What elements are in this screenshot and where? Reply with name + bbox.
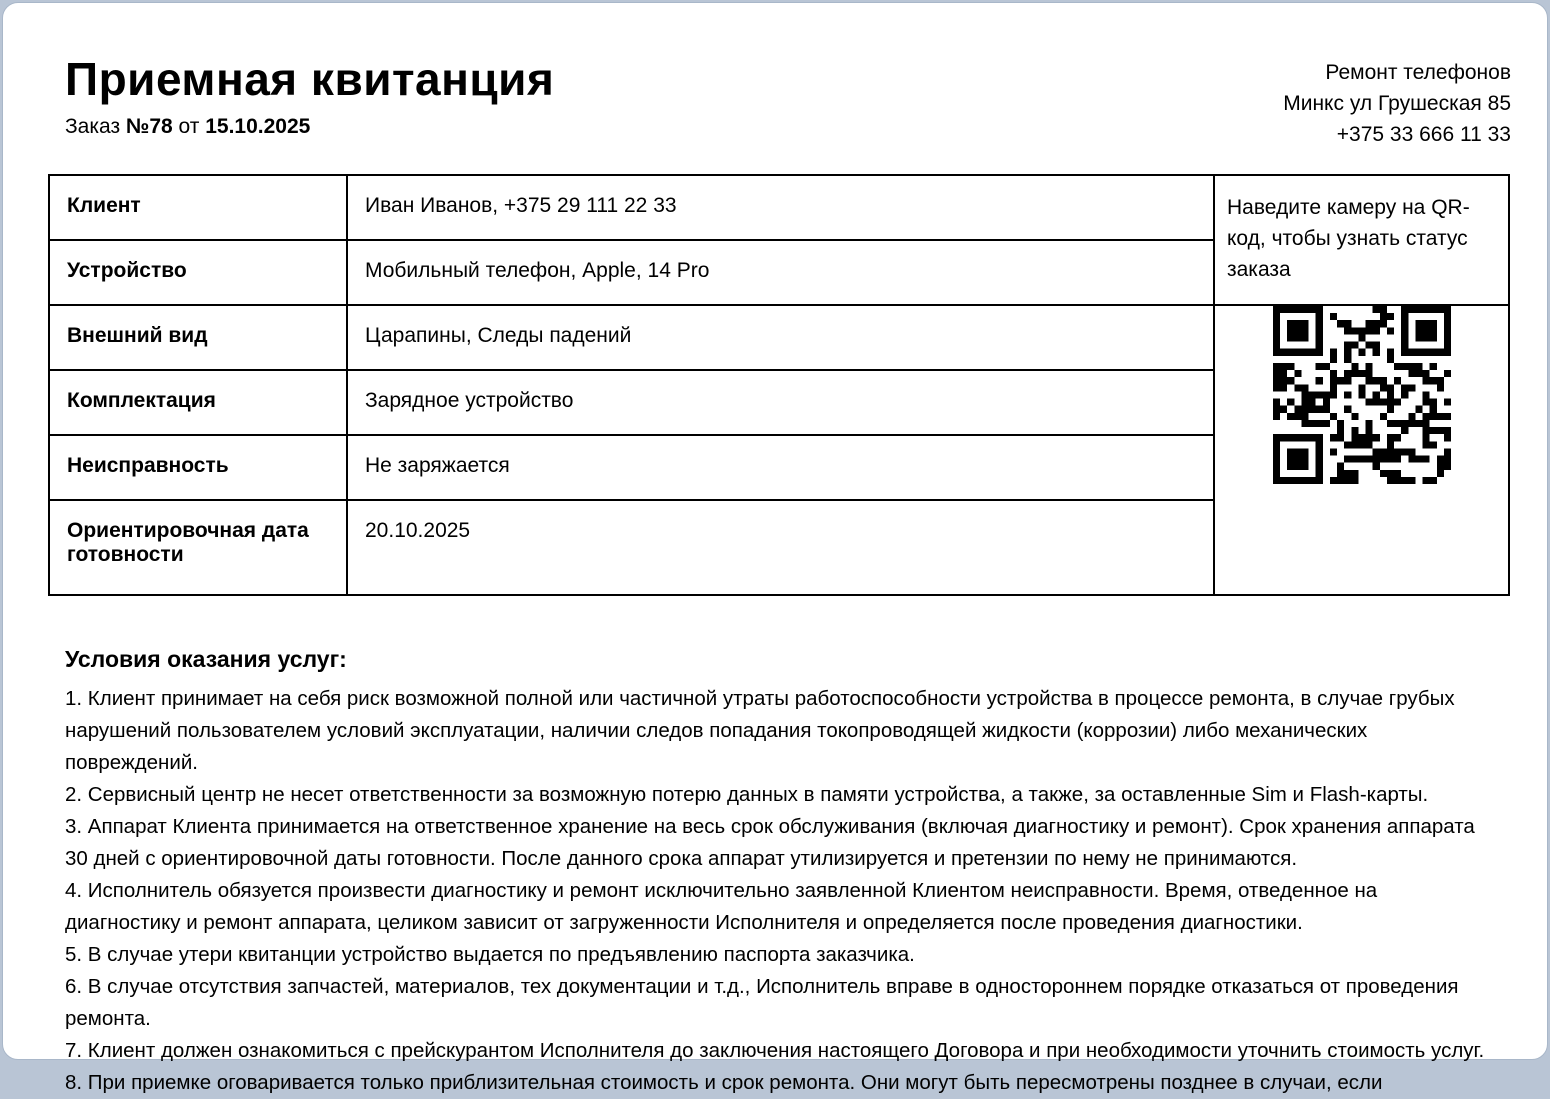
order-prefix: Заказ [65,115,126,138]
company-phone: +375 33 666 11 33 [1336,123,1511,146]
details-table [48,174,1510,596]
qr-hint-text: Наведите камеру на QR-код, чтобы узнать статус заказа [1214,175,1509,305]
terms-item-3: 3. Аппарат Клиента принимается на ответственное хранение на весь срок обслуживания (включая диагностику и ремонт). Срок хранения аппарата 30 дней с ориентировочной даты готовности. После данного срока аппарат утилизируется и претензии по нему не принимаются. [65,815,1475,870]
row-value-ready-date: 20.10.2025 [347,500,1214,595]
page-title: Приемная квитанция [65,53,555,105]
row-value-device: Мобильный телефон, Apple, 14 Pro [347,240,1214,305]
row-value-defect: Не заряжается [347,435,1214,500]
header-left [65,53,554,150]
terms-item-4: 4. Исполнитель обязуется произвести диагностику и ремонт исключительно заявленной Клиентом неисправности. Время, отведенное на диагностику и ремонт аппарата, целиком зависит от загруженности Исполнителя и определяется после проведения диагностики. [65,879,1378,934]
receipt-header [3,3,1547,150]
order-line [65,115,554,139]
terms-item-6: 6. В случае отсутствия запчастей, материалов, тех документации и т.д., Исполнитель вправе в одностороннем порядке отказаться от проведения ремонта. [65,975,1459,1030]
row-value-appearance: Царапины, Следы падений [347,305,1214,370]
row-label-kit: Комплектация [49,370,347,435]
terms-section [65,646,1489,1099]
terms-item-1: 1. Клиент принимает на себя риск возможной полной или частичной утраты работоспособности устройства в процессе ремонта, в случае грубых нарушений пользователем условий эксплуатации, наличии следов попадания токопроводящей жидкости (коррозии) либо механических повреждений. [65,687,1455,774]
qr-code-icon [1273,306,1451,484]
terms-heading: Условия оказания услуг: [65,646,347,672]
company-address: Минкс ул Грушеская 85 [1283,92,1511,115]
row-value-kit: Зарядное устройство [347,370,1214,435]
company-name: Ремонт телефонов [1325,61,1511,84]
order-date: 15.10.2025 [205,115,311,138]
order-middle: от [172,115,206,138]
row-label-defect: Неисправность [49,435,347,500]
terms-item-5: 5. В случае утери квитанции устройство выдается по предъявлению паспорта заказчика. [65,943,915,966]
row-label-device: Устройство [49,240,347,305]
row-value-client: Иван Иванов, +375 29 111 22 33 [347,175,1214,240]
company-info [1283,53,1511,150]
order-number: №78 [125,115,173,138]
terms-item-8: 8. При приемке оговаривается только приблизительная стоимость и срок ремонта. Они могут быть пересмотрены позднее в случаи, если [65,1071,1383,1094]
table-row [49,175,1509,240]
receipt-card [2,2,1548,1094]
row-label-appearance: Внешний вид [49,305,347,370]
row-label-ready-date: Ориентировочная дата готовности [49,500,347,595]
terms-item-2: 2. Сервисный центр не несет ответственности за возможную потерю данных в памяти устройства, а также, за оставленные Sim и Flash-карты. [65,783,1429,806]
row-label-client: Клиент [49,175,347,240]
terms-item-7: 7. Клиент должен ознакомиться с прейскурантом Исполнителя до заключения настоящего Договора и при необходимости уточнить стоимость услуг. [65,1039,1485,1062]
qr-cell [1214,305,1509,595]
table-row [49,305,1509,370]
